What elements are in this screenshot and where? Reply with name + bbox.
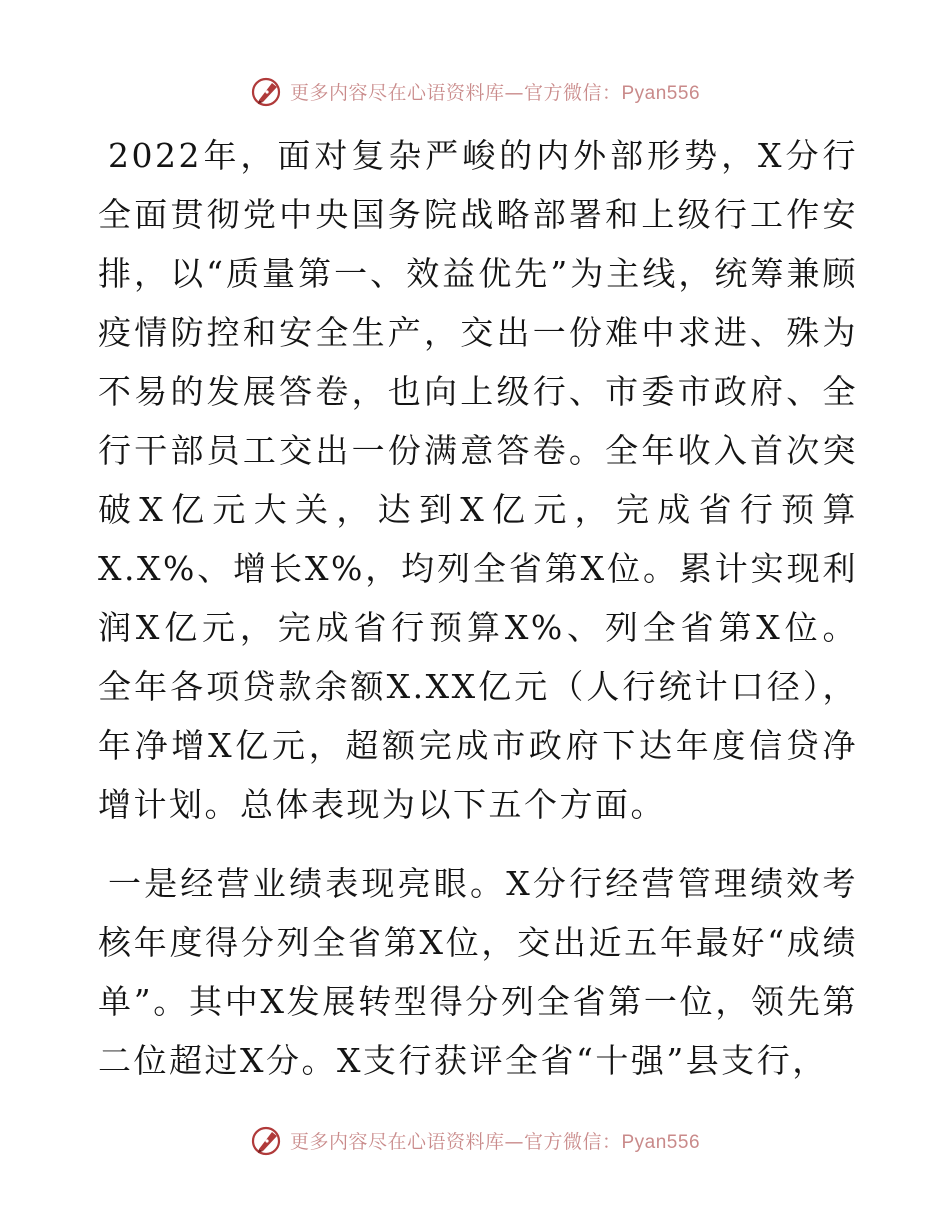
paragraph-performance: 一是经营业绩表现亮眼。X分行经营管理绩效考核年度得分列全省第X位，交出近五年最好“成绩单”。其中X发展转型得分列全省第一位，领先第二位超过X分。X支行获评全省“十强”县支行，	[98, 864, 858, 1080]
watermark-handle: Pyan556	[621, 1131, 701, 1153]
watermark-text: 更多内容尽在心语资料库—官方微信：Pyan556	[289, 1130, 701, 1153]
document-body	[98, 126, 858, 1090]
paragraph-summary: 2022年，面对复杂严峻的内外部形势，X分行全面贯彻党中央国务院战略部署和上级行工作安排，以“质量第一、效益优先”为主线，统筹兼顾疫情防控和安全生产，交出一份难中求进、殊为不易的发展答卷，也向上级行、市委市政府、全行干部员工交出一份满意答卷。全年收入首次突破X亿元大关，达到X亿元，完成省行预算X.X%、增长X%，均列全省第X位。累计实现利润X亿元，完成省行预算X%、列全省第X位。 全年各项贷款余额X.XX亿元（人行统计口径），年净增X亿元，超额完成市政府下达年度信贷净增计划。总体表现为以下五个方面。	[98, 136, 858, 824]
watermark-handle: Pyan556	[621, 82, 701, 104]
pen-nib-logo-icon	[250, 1123, 284, 1157]
watermark-header	[0, 71, 950, 111]
pen-nib-logo-icon	[250, 74, 284, 108]
watermark-footer	[0, 1120, 950, 1160]
watermark-text: 更多内容尽在心语资料库—官方微信：Pyan556	[289, 81, 701, 104]
